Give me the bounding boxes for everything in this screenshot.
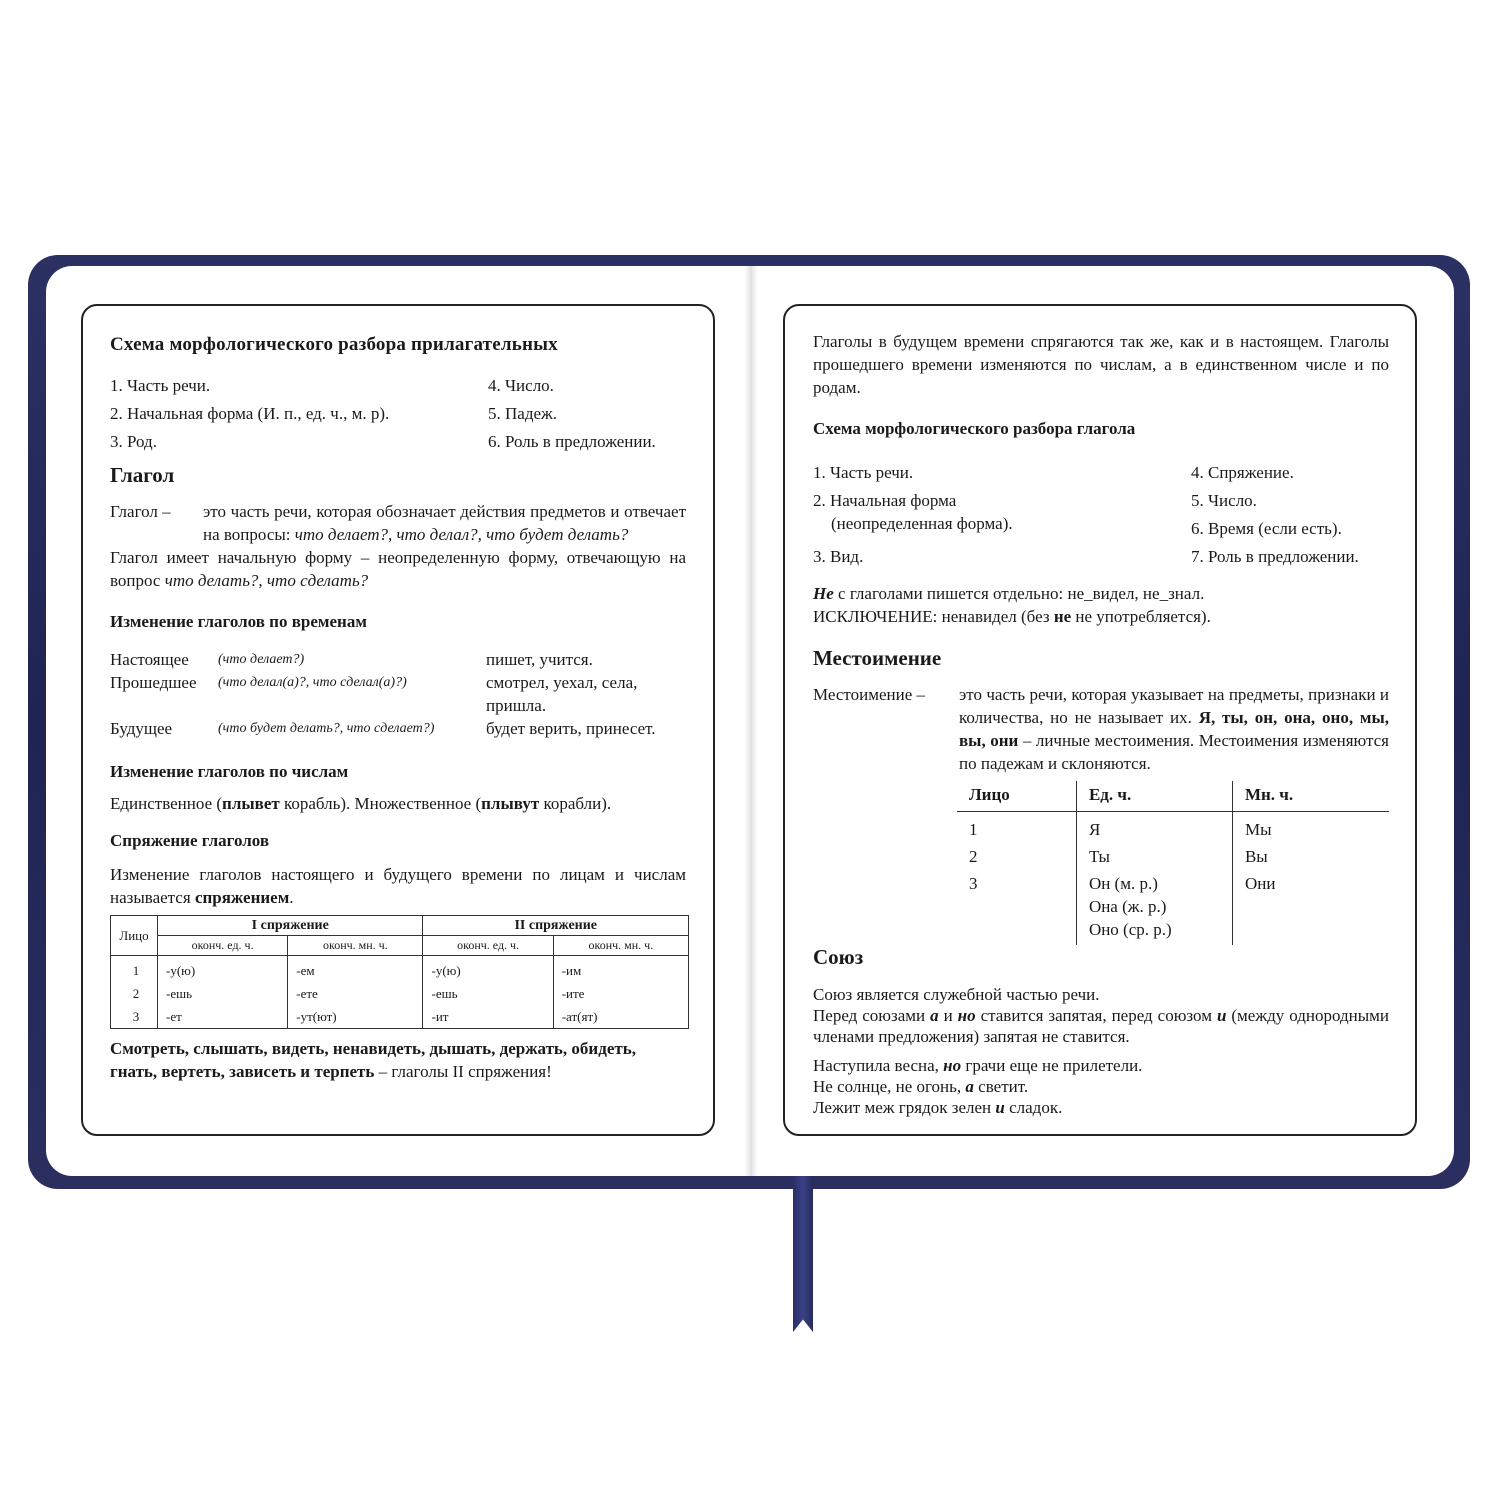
conj-sub-header: оконч. мн. ч. — [288, 936, 423, 956]
pronoun-def-b: – личные местоимения. Местоимения изменяются по падежам и склоняются. — [959, 731, 1389, 773]
pron-he: Он (м. р.) — [1088, 874, 1158, 893]
exception-text-a: ненавидел (без — [937, 607, 1054, 626]
union-examples — [813, 1055, 1389, 1118]
union-rule-b: и — [938, 1006, 958, 1025]
numbers-text — [110, 792, 686, 815]
numbers-t1: Единственное ( — [110, 794, 223, 813]
exception-label: ИСКЛЮЧЕНИЕ: — [813, 607, 938, 626]
numbers-t2: корабль). Множественное ( — [279, 794, 482, 813]
numbers-b1: плывет — [222, 794, 280, 813]
union-word-i: и — [1216, 1006, 1227, 1025]
pron-cell: 1 — [957, 812, 1076, 846]
adj-item: 6. Роль в предложении. — [488, 432, 656, 451]
conj1-header: I спряжение — [158, 916, 423, 936]
pron-header-pl: Мн. ч. — [1232, 781, 1389, 812]
union-ex2-word: а — [965, 1077, 974, 1096]
pronoun-title: Местоимение — [813, 646, 942, 670]
pron-header-face: Лицо — [957, 781, 1076, 812]
adj-item: 1. Часть речи. — [110, 376, 211, 395]
ne-word: Не — [813, 584, 834, 603]
pronoun-def-term: Местоимение – — [813, 685, 926, 704]
conj-cell: -ат(ят) — [553, 1005, 688, 1029]
bookmark-ribbon[interactable] — [793, 1176, 813, 1332]
union-ex1-a: Наступила весна, — [813, 1056, 944, 1075]
union-title: Союз — [813, 945, 864, 969]
conj-cell: -ете — [288, 982, 423, 1005]
conj-cell: -ите — [553, 982, 688, 1005]
exception-text-b: не употребляется). — [1071, 607, 1211, 626]
union-ex3-word: и — [995, 1098, 1005, 1117]
conj-cell: 3 — [111, 1005, 158, 1029]
pron-cell: Я — [1076, 812, 1232, 846]
table-row — [111, 1005, 689, 1029]
conj-face-header: Лицо — [111, 916, 158, 956]
pron-cell: Ты — [1076, 845, 1232, 872]
table-row — [111, 982, 689, 1005]
conj-sub-header: оконч. ед. ч. — [423, 936, 553, 956]
adj-scheme-title: Схема морфологического разбора прилагательных — [110, 334, 558, 355]
conj-text-b: спряжением — [194, 888, 290, 907]
exception-bold: не — [1053, 607, 1072, 626]
verb-scheme-item — [1191, 489, 1389, 540]
adj-item: 4. Число. — [488, 376, 554, 395]
numbers-t3: корабли). — [539, 794, 612, 813]
union-rule — [813, 1005, 1389, 1047]
verb-scheme-list — [813, 461, 1389, 568]
pron-header-sg: Ед. ч. — [1076, 781, 1232, 812]
union-ex1-word: но — [943, 1056, 962, 1075]
adj-item: 3. Род. — [110, 432, 157, 451]
verb-scheme-item: 7. Роль в предложении. — [1191, 547, 1359, 566]
conj-sub-header: оконч. мн. ч. — [553, 936, 688, 956]
verb-def-term: Глагол – — [110, 502, 171, 521]
table-row — [957, 845, 1389, 872]
page-spine — [744, 266, 758, 1176]
conj-text-a: Изменение глаголов настоящего и будущего времени по лицам и числам называется — [110, 865, 686, 907]
pron-cell: 3 — [957, 872, 1076, 945]
verb-scheme-title: Схема морфологического разбора глагола — [813, 419, 1136, 438]
conj-cell: -ешь — [158, 982, 288, 1005]
conj-cell: 2 — [111, 982, 158, 1005]
table-row — [957, 812, 1389, 846]
union-ex3-a: Лежит меж грядок зелен — [813, 1098, 996, 1117]
adj-item: 2. Начальная форма (И. п., ед. ч., м. р). — [110, 404, 390, 423]
ne-rule — [813, 582, 1389, 628]
verb-title: Глагол — [110, 463, 175, 487]
union-line1: Союз является служебной частью речи. — [813, 985, 1100, 1004]
tenses-list — [110, 648, 686, 740]
numbers-b2: плывут — [481, 794, 540, 813]
table-row — [111, 956, 689, 983]
union-ex2-a: Не солнце, не огонь, — [813, 1077, 966, 1096]
conj-cell: -им — [553, 956, 688, 983]
union-rule-c: ставится запятая, перед союзом — [975, 1006, 1217, 1025]
numbers-title: Изменение глаголов по числам — [110, 762, 349, 781]
tenses-title: Изменение глаголов по временам — [110, 612, 367, 631]
conj-cell: -ут(ют) — [288, 1005, 423, 1029]
conj-sub-header: оконч. ед. ч. — [158, 936, 288, 956]
union-ex3-b: сладок. — [1004, 1098, 1063, 1117]
conj-cell: 1 — [111, 956, 158, 983]
tense-question: (что делает?) — [218, 652, 305, 667]
union-rule-a: Перед союзами — [813, 1006, 931, 1025]
conj-cell: -ем — [288, 956, 423, 983]
union-word-a: а — [930, 1006, 939, 1025]
verb-inf-text: Глагол имеет начальную форму – неопределенную форму, отвечающую на вопрос — [110, 548, 686, 590]
pronoun-def-bold: Я, ты, он, она, оно, мы, вы, они — [959, 708, 1389, 750]
verb-inf-questions: что делать?, что сделать? — [164, 571, 369, 590]
tense-example: смотрел, уехал, села, пришла. — [486, 673, 638, 715]
tense-name: Прошедшее — [110, 673, 197, 692]
conj-cell: -ет — [158, 1005, 288, 1029]
conj-rule-rest: – глаголы II спряжения! — [374, 1062, 552, 1081]
adj-item: 5. Падеж. — [488, 404, 558, 423]
conj-text-c: . — [289, 888, 294, 907]
ne-line1: с глаголами пишется отдельно: не_видел, не_знал. — [833, 584, 1205, 603]
verb-def-questions: что делает?, что делал?, что будет делать? — [294, 525, 629, 544]
conj-cell: -у(ю) — [423, 956, 553, 983]
pronoun-table — [957, 781, 1389, 945]
conjugation-text — [110, 863, 686, 909]
tense-question: (что будет делать?, что сделает?) — [218, 721, 435, 736]
verb-scheme-item: 1. Часть речи. — [813, 463, 914, 482]
pron-cell: Они — [1244, 874, 1276, 893]
union-word-no: но — [957, 1006, 976, 1025]
pron-cell: Мы — [1244, 820, 1272, 839]
pronoun-definition — [813, 683, 1389, 775]
tense-name: Настоящее — [110, 650, 189, 669]
verb-scheme-item: 4. Спряжение. — [1191, 463, 1294, 482]
union-ex2-b: светит. — [973, 1077, 1029, 1096]
pron-it: Оно (ср. р.) — [1088, 920, 1172, 939]
pron-cell: 2 — [957, 845, 1076, 872]
conj2-header: II спряжение — [423, 916, 689, 936]
pronoun-def-a: это часть речи, которая указывает на предметы, признаки и количества, но не называет их. — [959, 685, 1389, 727]
verb-scheme-i6: 6. Время (если есть). — [1191, 519, 1342, 538]
adj-scheme-list — [110, 374, 686, 453]
tense-name: Будущее — [110, 719, 173, 738]
verb-scheme-item: 3. Вид. — [813, 547, 864, 566]
pron-she: Она (ж. р.) — [1088, 897, 1167, 916]
verb-scheme-i2: 2. Начальная форма — [813, 491, 957, 510]
conj-cell: -у(ю) — [158, 956, 288, 983]
verb-definition — [110, 500, 686, 546]
table-row — [957, 872, 1389, 945]
tense-example: пишет, учится. — [486, 650, 593, 669]
union-ex1-b: грачи еще не прилетели. — [961, 1056, 1143, 1075]
union-rule-d: (между однородными членами предложения) запятая не ставится. — [813, 1006, 1390, 1046]
tense-question: (что делал(а)?, что сделал(а)?) — [218, 675, 407, 690]
verb-scheme-i5: 5. Число. — [1191, 491, 1257, 510]
conj-rule-verbs: Смотреть, слышать, видеть, ненавидеть, дышать, держать, обидеть, гнать, вертеть, зависеть и терпеть — [110, 1039, 636, 1081]
conjugation-rule — [110, 1037, 686, 1083]
conjugation-title: Спряжение глаголов — [110, 831, 270, 850]
conjugation-table — [110, 915, 689, 1029]
pron-cell: Вы — [1244, 847, 1268, 866]
verb-scheme-i2b: (неопределенная форма). — [831, 514, 1013, 533]
verb-infinitive — [110, 546, 686, 592]
right-page-frame — [783, 304, 1417, 1136]
tense-example: будет верить, принесет. — [486, 719, 656, 738]
pron-cell — [1076, 872, 1232, 945]
left-page-frame — [81, 304, 715, 1136]
verb-scheme-item — [813, 489, 1191, 540]
verb-def-text: это часть речи, которая обозначает действия предметов и отвечает на вопросы: — [203, 502, 686, 544]
future-tense-intro: Глаголы в будущем времени спрягаются так же, как и в настоящем. Глаголы прошедшего времени изменяются по числам, а в единственном числе и по родам. — [813, 332, 1389, 397]
conj-cell: -ит — [423, 1005, 553, 1029]
conj-cell: -ешь — [423, 982, 553, 1005]
